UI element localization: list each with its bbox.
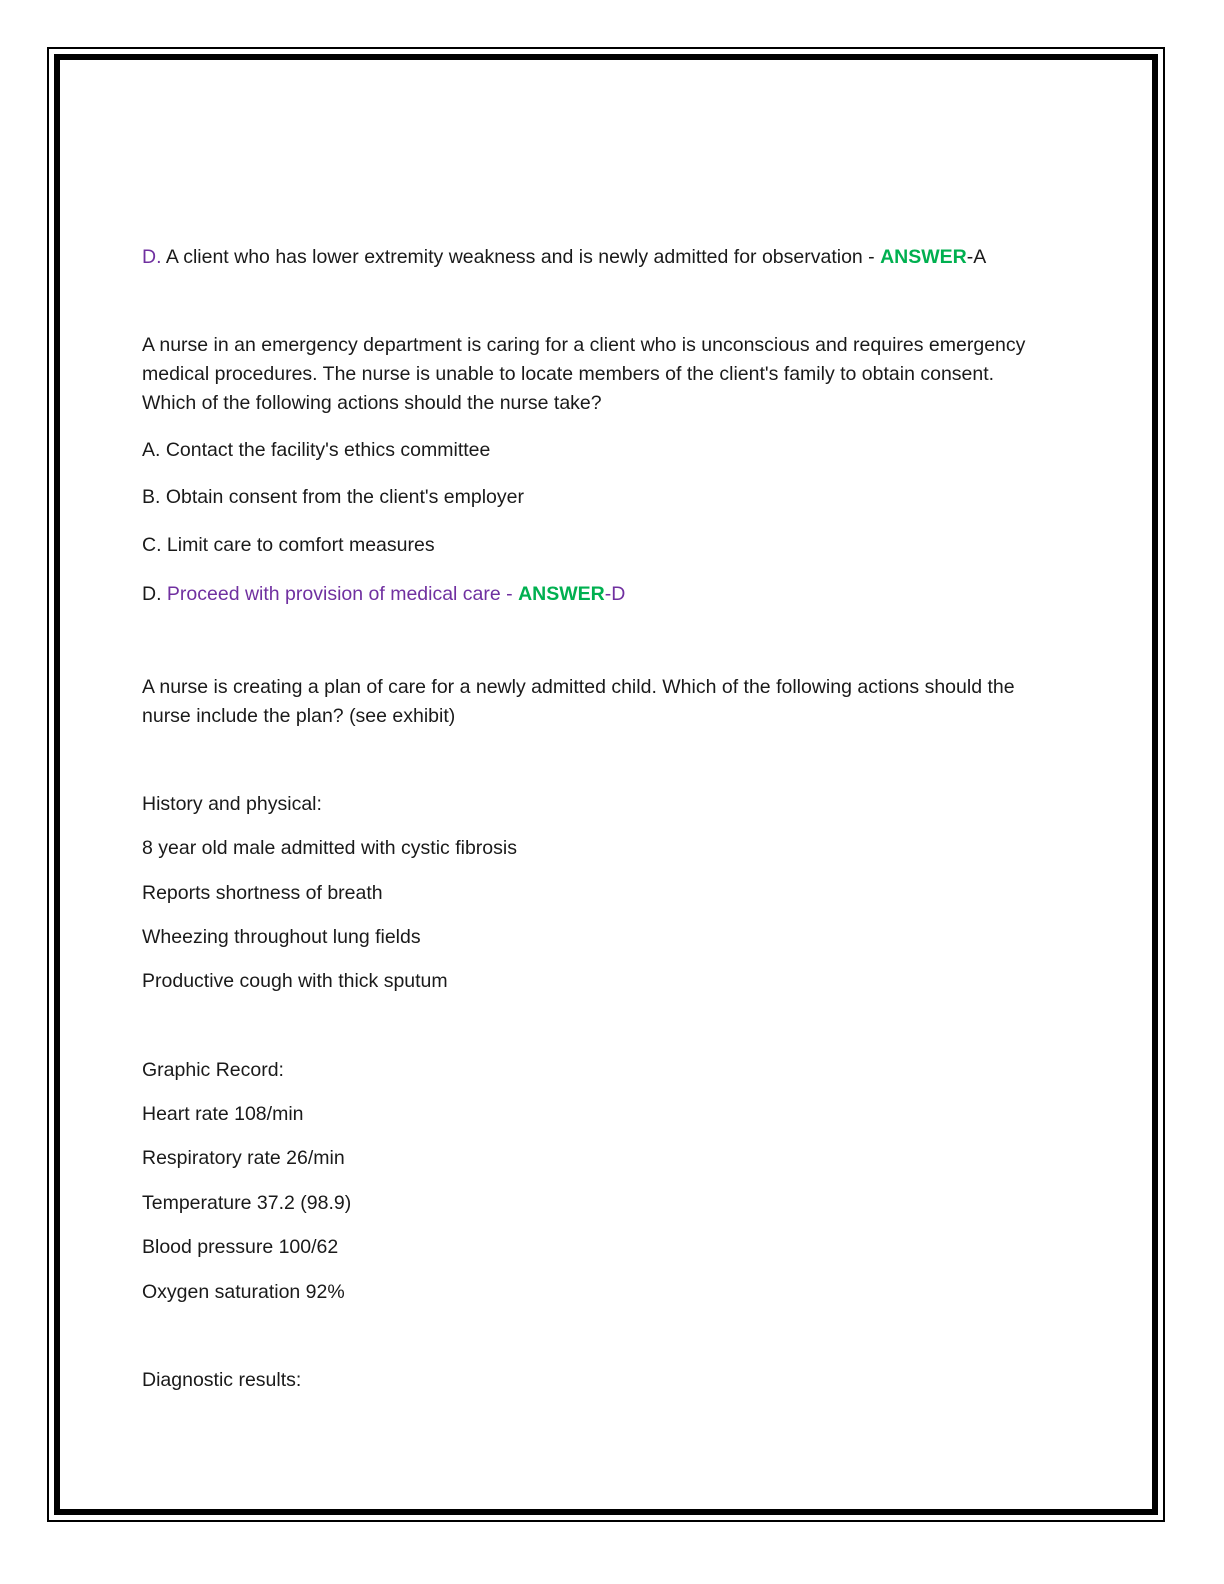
history-item: Wheezing throughout lung fields — [142, 926, 421, 948]
q1-option-d — [142, 580, 625, 609]
prev-question-option-d — [142, 243, 986, 272]
q1-option-c: C. Limit care to comfort measures — [142, 534, 435, 556]
q1-stem-line-3: Which of the following actions should the nurse take? — [142, 392, 602, 414]
q1-option-a: A. Contact the facility's ethics committee — [142, 439, 491, 461]
graphic-record-item: Blood pressure 100/62 — [142, 1236, 339, 1258]
q1-stem-line-2: medical procedures. The nurse is unable to locate members of the client's family to obtain consent. — [142, 363, 995, 385]
graphic-record-item: Temperature 37.2 (98.9) — [142, 1192, 352, 1214]
option-letter: D. — [142, 246, 162, 268]
answer-label: ANSWER — [880, 246, 967, 268]
graphic-record-item: Oxygen saturation 92% — [142, 1281, 345, 1303]
history-item: Productive cough with thick sputum — [142, 970, 448, 992]
option-letter: D. — [142, 583, 162, 605]
graphic-record-item: Heart rate 108/min — [142, 1103, 304, 1125]
option-text: A client who has lower extremity weakness and is newly admitted for observation - — [161, 246, 881, 268]
answer-label: ANSWER — [518, 583, 605, 605]
q2-stem-line-1: A nurse is creating a plan of care for a newly admitted child. Which of the following actions should the — [142, 676, 1015, 698]
diagnostic-results-heading: Diagnostic results: — [142, 1369, 302, 1391]
history-item: 8 year old male admitted with cystic fibrosis — [142, 837, 517, 859]
answer-value: -D — [604, 583, 626, 605]
q2-stem-line-2: nurse include the plan? (see exhibit) — [142, 705, 456, 727]
graphic-record-heading: Graphic Record: — [142, 1059, 284, 1081]
graphic-record-item: Respiratory rate 26/min — [142, 1147, 345, 1169]
history-heading: History and physical: — [142, 793, 322, 815]
q1-option-b: B. Obtain consent from the client's employer — [142, 486, 524, 508]
q1-stem-line-1: A nurse in an emergency department is caring for a client who is unconscious and requires emergency — [142, 334, 1026, 356]
answer-value: -A — [966, 246, 987, 268]
option-text: Proceed with provision of medical care - — [161, 583, 519, 605]
history-item: Reports shortness of breath — [142, 882, 383, 904]
